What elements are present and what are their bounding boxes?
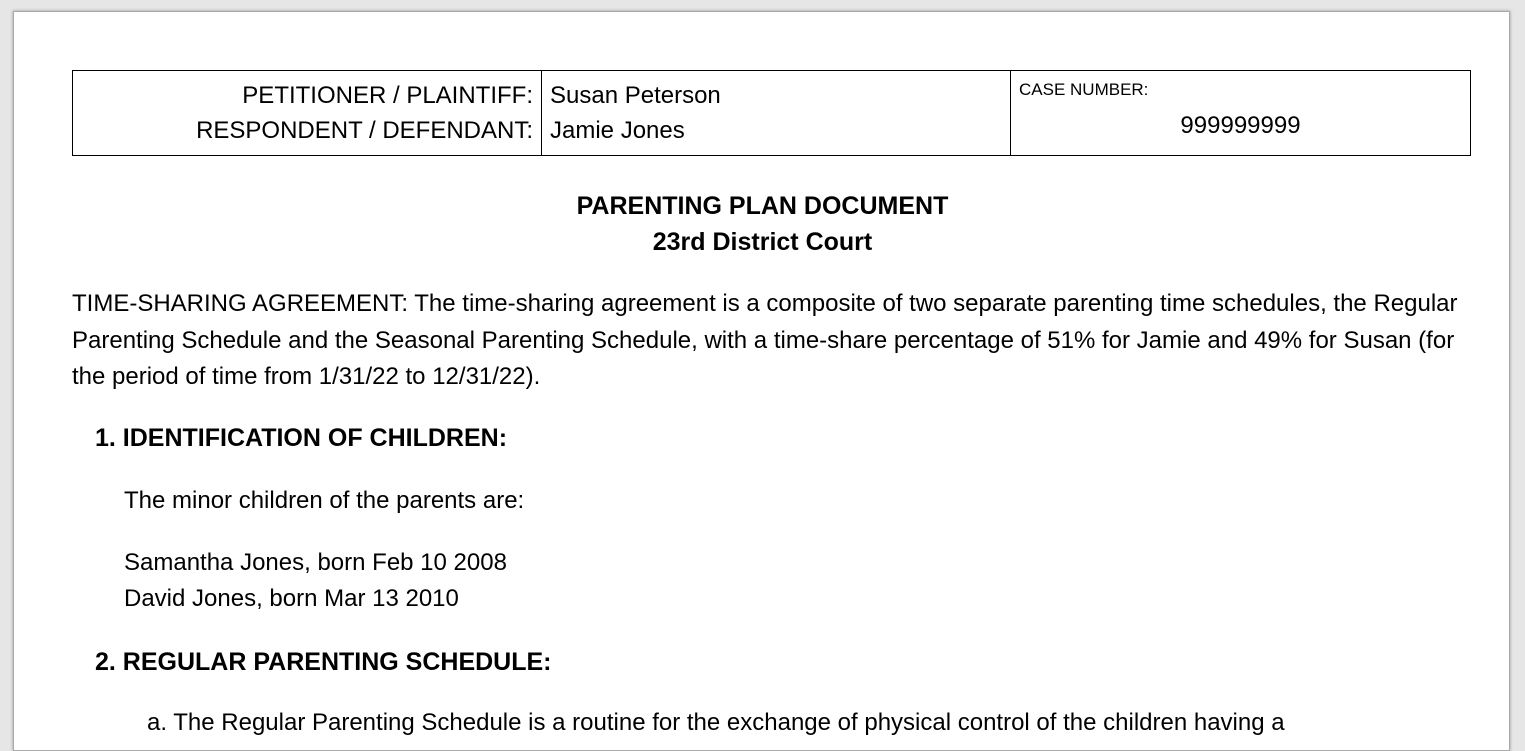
court-name: 23rd District Court [652,228,873,256]
child-entry: David Jones, born Mar 13 2010 [124,585,459,612]
case-number-cell [1011,71,1471,156]
respondent-name: Jamie Jones [550,117,685,144]
respondent-label: RESPONDENT / DEFENDANT: [196,117,533,144]
children-intro-text: The minor children of the parents are: [124,487,525,514]
case-caption-table [72,70,1471,156]
party-labels-cell [73,71,542,156]
section-heading-regular-schedule: 2. REGULAR PARENTING SCHEDULE: [95,648,552,676]
case-number-label: CASE NUMBER: [1019,80,1149,99]
party-names-cell [542,71,1011,156]
petitioner-label: PETITIONER / PLAINTIFF: [242,82,533,109]
regular-schedule-clause-a: a. The Regular Parenting Schedule is a routine for the exchange of physical control of the children having a [147,709,1285,736]
document-page [13,11,1510,751]
section-heading-identification: 1. IDENTIFICATION OF CHILDREN: [95,424,508,452]
document-title: PARENTING PLAN DOCUMENT [576,192,949,220]
time-sharing-agreement-paragraph: TIME-SHARING AGREEMENT: The time-sharing agreement is a composite of two separate parenting time schedules, the Regular Parenting Schedule and the Seasonal Parenting Schedule, with a time-share percentage of 51% for Jamie and 49% for Susan (for the period of time from 1/31/22 to 12/31/22). [72,290,1458,390]
petitioner-name: Susan Peterson [550,82,721,109]
case-number-value: 999999999 [1180,112,1301,139]
child-entry: Samantha Jones, born Feb 10 2008 [124,549,507,576]
